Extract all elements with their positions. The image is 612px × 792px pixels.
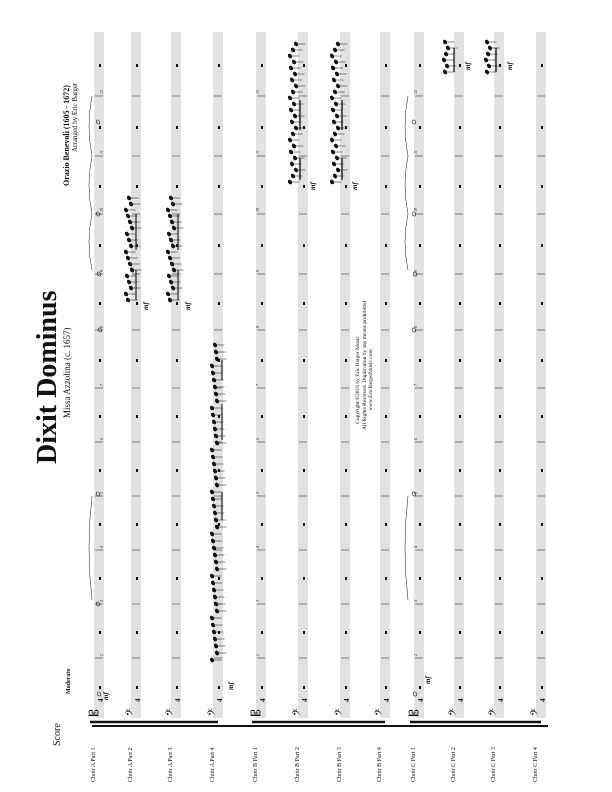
whole-rest	[261, 185, 263, 188]
whole-rest	[541, 415, 543, 418]
notehead	[96, 119, 101, 124]
whole-rest	[345, 577, 347, 580]
whole-rest	[419, 686, 421, 689]
whole-rest	[499, 185, 501, 188]
whole-rest	[459, 185, 461, 188]
whole-rest	[176, 469, 178, 472]
part-label: Choir A Part 3	[168, 747, 174, 782]
time-signature: 4	[457, 698, 465, 702]
whole-rest	[419, 359, 421, 362]
dynamic-marking: mf	[424, 676, 432, 684]
part-label: Choir B Part 1	[253, 747, 259, 782]
whole-rest	[385, 631, 387, 634]
whole-rest	[99, 302, 101, 305]
whole-rest	[218, 126, 220, 129]
whole-rest	[459, 126, 461, 129]
whole-rest	[176, 302, 178, 305]
copyright-line-3: www.EricBargerMusic.com	[368, 349, 374, 411]
whole-rest	[99, 631, 101, 634]
time-signature: 4	[343, 698, 351, 702]
measure-number: 5	[255, 492, 260, 494]
part-label: Choir C Part 2	[451, 747, 457, 782]
whole-rest	[303, 415, 305, 418]
whole-rest	[261, 469, 263, 472]
whole-rest	[499, 631, 501, 634]
whole-rest	[459, 577, 461, 580]
clef-icon: 𝄢	[164, 708, 178, 716]
time-signature: 4	[417, 698, 425, 702]
time-signature: 4	[134, 698, 142, 702]
whole-rest	[136, 469, 138, 472]
dynamic-marking: mf	[102, 692, 110, 700]
whole-rest	[385, 64, 387, 67]
whole-rest	[385, 523, 387, 526]
measure-number: 2	[255, 654, 260, 656]
tie-arc	[405, 96, 408, 156]
clef-icon: 𝄡	[249, 709, 263, 716]
part-label: Choir C Part 1	[411, 747, 417, 782]
measure-number: 5	[413, 492, 418, 494]
measure-number: 8	[99, 326, 104, 328]
measure-number: 10	[413, 208, 418, 212]
measure-number: 2	[413, 654, 418, 656]
part-label: Choir A Part 2	[128, 747, 134, 782]
whole-rest	[499, 302, 501, 305]
tie-arc	[405, 496, 408, 600]
measure-number: 8	[255, 326, 260, 328]
whole-rest	[99, 686, 101, 689]
part-label: Choir C Part 4	[533, 747, 539, 782]
whole-rest	[459, 686, 461, 689]
whole-rest	[541, 359, 543, 362]
measure-number: 12	[99, 90, 104, 94]
whole-rest	[385, 686, 387, 689]
whole-rest	[218, 302, 220, 305]
whole-rest	[261, 64, 263, 67]
whole-rest	[541, 577, 543, 580]
part-label: Choir A Part 1	[91, 747, 97, 782]
measure-number: 5	[99, 492, 104, 494]
clef-icon: 𝄢	[333, 708, 347, 716]
whole-rest	[459, 631, 461, 634]
whole-rest	[303, 523, 305, 526]
whole-rest	[136, 415, 138, 418]
whole-rest	[99, 185, 101, 188]
whole-rest	[303, 469, 305, 472]
whole-rest	[499, 244, 501, 247]
arranger-credit: Arranged by Eric Barger	[71, 82, 79, 152]
whole-rest	[218, 686, 220, 689]
whole-rest	[459, 523, 461, 526]
whole-rest	[261, 244, 263, 247]
whole-rest	[499, 126, 501, 129]
whole-rest	[345, 244, 347, 247]
time-signature: 4	[174, 698, 182, 702]
whole-rest	[419, 302, 421, 305]
whole-rest	[385, 126, 387, 129]
whole-rest	[99, 244, 101, 247]
whole-rest	[218, 415, 220, 418]
whole-rest	[303, 631, 305, 634]
measure-number: 11	[255, 150, 260, 154]
whole-rest	[99, 469, 101, 472]
whole-rest	[345, 631, 347, 634]
whole-rest	[541, 469, 543, 472]
whole-rest	[99, 523, 101, 526]
clef-icon: 𝄡	[407, 709, 421, 716]
whole-rest	[541, 244, 543, 247]
composer-credit: Orazio Benevoli (1605 - 1672)	[62, 85, 71, 186]
dynamic-marking: mf	[142, 302, 150, 310]
whole-rest	[345, 302, 347, 305]
whole-rest	[218, 577, 220, 580]
whole-rest	[459, 244, 461, 247]
page-subtitle: Missa Azzolina (c. 1657)	[62, 327, 72, 418]
whole-rest	[499, 523, 501, 526]
whole-rest	[419, 415, 421, 418]
dynamic-marking: mf	[184, 302, 192, 310]
clef-icon: 𝄡	[87, 709, 101, 716]
whole-rest	[459, 359, 461, 362]
measure-number: 6	[99, 438, 104, 440]
measure-number: 12	[255, 90, 260, 94]
whole-rest	[218, 185, 220, 188]
clef-icon: 𝄢	[291, 708, 305, 716]
whole-rest	[303, 185, 305, 188]
whole-rest	[541, 686, 543, 689]
whole-rest	[261, 126, 263, 129]
measure-number: 11	[99, 150, 104, 154]
measure-number: 3	[99, 600, 104, 602]
part-label: Choir B Part 3	[337, 747, 343, 782]
whole-rest	[136, 64, 138, 67]
whole-rest	[218, 244, 220, 247]
whole-rest	[541, 185, 543, 188]
whole-rest	[99, 415, 101, 418]
measure-number: 4	[413, 546, 418, 548]
time-signature: 4	[259, 698, 267, 702]
measure-number: 3	[255, 600, 260, 602]
dynamic-marking: mf	[351, 182, 359, 190]
whole-rest	[385, 577, 387, 580]
whole-rest	[459, 302, 461, 305]
whole-rest	[99, 359, 101, 362]
measure-number: 8	[413, 326, 418, 328]
whole-rest	[419, 185, 421, 188]
whole-rest	[499, 359, 501, 362]
dynamic-marking: mf	[227, 682, 235, 690]
time-signature: 4	[216, 698, 224, 702]
tie-arc	[405, 214, 408, 270]
whole-rest	[345, 359, 347, 362]
copyright-line-1: Copyright ©2018 by Eric Barger Music	[355, 336, 361, 424]
page-title: Dixit Dominus	[32, 290, 63, 464]
whole-rest	[99, 577, 101, 580]
whole-rest	[176, 185, 178, 188]
whole-rest	[136, 185, 138, 188]
measure-number: 2	[99, 654, 104, 656]
whole-rest	[499, 415, 501, 418]
clef-icon: 𝄢	[487, 708, 501, 716]
whole-rest	[459, 415, 461, 418]
tie-arc	[89, 96, 92, 156]
measure-number: 12	[413, 90, 418, 94]
copyright-line-2: All Rights Reserved. Duplication by any means prohibited	[361, 301, 368, 430]
dynamic-marking: mf	[506, 62, 514, 70]
whole-rest	[176, 415, 178, 418]
measure-number: 11	[413, 150, 418, 154]
whole-rest	[136, 359, 138, 362]
whole-rest	[136, 523, 138, 526]
clef-icon: 𝄢	[124, 708, 138, 716]
whole-rest	[176, 577, 178, 580]
measure-number: 10	[99, 208, 104, 212]
whole-rest	[345, 523, 347, 526]
measure-number: 4	[99, 546, 104, 548]
dynamic-marking: mf	[464, 62, 472, 70]
whole-rest	[499, 469, 501, 472]
tempo-marking: Moderato	[66, 668, 72, 694]
whole-rest	[261, 302, 263, 305]
whole-rest	[385, 302, 387, 305]
measure-number: 7	[255, 384, 260, 386]
whole-rest	[345, 64, 347, 67]
whole-rest	[499, 686, 501, 689]
whole-rest	[541, 126, 543, 129]
whole-rest	[303, 302, 305, 305]
whole-rest	[303, 577, 305, 580]
whole-rest	[385, 415, 387, 418]
clef-icon: 𝄢	[206, 708, 220, 716]
whole-rest	[345, 686, 347, 689]
whole-rest	[261, 686, 263, 689]
whole-rest	[345, 469, 347, 472]
part-label: Choir B Part 2	[295, 747, 301, 782]
whole-rest	[499, 577, 501, 580]
tie-arc	[89, 496, 92, 600]
time-signature: 4	[301, 698, 309, 702]
measure-number: 6	[413, 438, 418, 440]
whole-rest	[176, 126, 178, 129]
score-label: Score	[52, 723, 63, 746]
whole-rest	[176, 64, 178, 67]
measure-number: 7	[413, 384, 418, 386]
part-label: Choir B Part 4	[377, 747, 383, 782]
measure-number: 7	[99, 384, 104, 386]
whole-rest	[136, 126, 138, 129]
measure-number: 3	[413, 600, 418, 602]
measure-number: 9	[413, 270, 418, 272]
measure-number: 10	[255, 208, 260, 212]
whole-rest	[136, 686, 138, 689]
part-label: Choir C Part 3	[491, 747, 497, 782]
whole-rest	[459, 64, 461, 67]
whole-rest	[136, 577, 138, 580]
time-signature: 4	[497, 698, 505, 702]
whole-rest	[261, 415, 263, 418]
clef-icon: 𝄢	[529, 708, 543, 716]
whole-rest	[419, 64, 421, 67]
whole-rest	[385, 244, 387, 247]
measure-number: 6	[255, 438, 260, 440]
part-label: Choir A Part 4	[210, 747, 216, 782]
whole-rest	[419, 577, 421, 580]
clef-icon: 𝄢	[447, 708, 461, 716]
whole-rest	[218, 631, 220, 634]
whole-rest	[136, 631, 138, 634]
whole-rest	[419, 244, 421, 247]
whole-rest	[419, 469, 421, 472]
whole-rest	[419, 631, 421, 634]
whole-rest	[303, 64, 305, 67]
measure-number: 9	[99, 270, 104, 272]
time-signature: 4	[97, 698, 105, 702]
whole-rest	[99, 64, 101, 67]
whole-rest	[136, 302, 138, 305]
clef-icon: 𝄢	[373, 708, 387, 716]
whole-rest	[541, 64, 543, 67]
whole-rest	[345, 126, 347, 129]
whole-rest	[99, 126, 101, 129]
whole-rest	[499, 64, 501, 67]
whole-rest	[303, 244, 305, 247]
whole-rest	[176, 523, 178, 526]
whole-rest	[541, 523, 543, 526]
whole-rest	[541, 302, 543, 305]
time-signature: 4	[539, 698, 547, 702]
whole-rest	[385, 469, 387, 472]
whole-rest	[218, 469, 220, 472]
whole-rest	[303, 686, 305, 689]
whole-rest	[345, 185, 347, 188]
whole-rest	[176, 359, 178, 362]
whole-rest	[261, 631, 263, 634]
whole-rest	[261, 577, 263, 580]
whole-rest	[261, 359, 263, 362]
whole-rest	[541, 631, 543, 634]
whole-rest	[261, 523, 263, 526]
whole-rest	[218, 64, 220, 67]
tie-arc	[89, 214, 92, 270]
measure-number: 4	[255, 546, 260, 548]
whole-rest	[345, 415, 347, 418]
whole-rest	[419, 126, 421, 129]
dynamic-marking: mf	[309, 182, 317, 190]
whole-rest	[176, 631, 178, 634]
time-signature: 4	[383, 698, 391, 702]
measure-number: 9	[255, 270, 260, 272]
whole-rest	[176, 686, 178, 689]
whole-rest	[385, 359, 387, 362]
whole-rest	[385, 185, 387, 188]
tie-arc	[405, 156, 408, 214]
notehead	[412, 119, 417, 124]
whole-rest	[419, 523, 421, 526]
whole-rest	[459, 469, 461, 472]
tie-arc	[89, 156, 92, 214]
whole-rest	[303, 359, 305, 362]
whole-rest	[303, 126, 305, 129]
